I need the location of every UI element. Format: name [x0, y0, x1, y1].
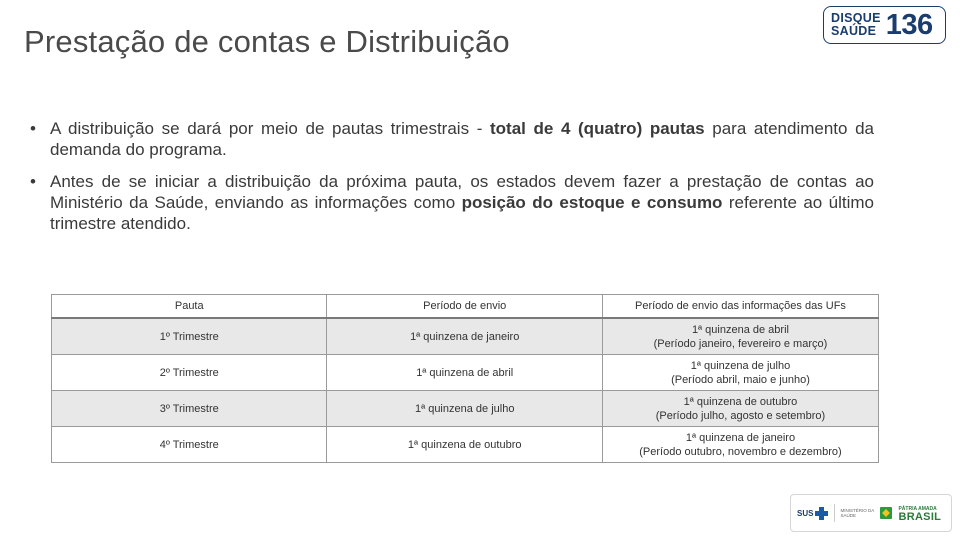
cell-pauta: 3º Trimestre — [52, 391, 327, 427]
sus-logo — [797, 507, 828, 520]
table-header-row — [52, 295, 879, 319]
bullet-text: A distribuição se dará por meio de pautas trimestrais - — [50, 119, 490, 138]
cell-info-line: 1ª quinzena de julho — [690, 359, 791, 372]
page-title: Prestação de contas e Distribuição — [24, 24, 510, 59]
cell-info-period: (Período julho, agosto e setembro) — [655, 409, 826, 422]
brasil-logo — [898, 505, 941, 521]
pautas-table — [51, 294, 879, 463]
brasil-label: BRASIL — [898, 511, 942, 523]
cell-info-line: 1ª quinzena de janeiro — [685, 431, 796, 444]
brazil-flag-icon — [880, 507, 892, 519]
cell-informacoes — [602, 427, 878, 463]
logo-line-saude: SAÚDE — [831, 24, 877, 38]
bullet-marker: • — [30, 119, 36, 138]
health-cross-icon — [815, 507, 828, 520]
table-row — [52, 355, 879, 391]
bullet-text: Antes de se iniciar a distribuição da próxima pauta, os estados devem fazer a prestação de contas ao Ministério da Saúde, enviando as informações como — [50, 172, 874, 212]
cell-informacoes — [602, 355, 878, 391]
bullet-item-distribuicao — [30, 118, 874, 160]
bullet-text: para atendimento da demanda do programa. — [50, 119, 874, 159]
cell-envio: 1ª quinzena de abril — [327, 355, 602, 391]
table-row — [52, 391, 879, 427]
bullet-bold-text: total de 4 (quatro) pautas — [489, 119, 705, 138]
cell-informacoes — [602, 318, 878, 355]
cell-info-line: 1ª quinzena de outubro — [683, 395, 798, 408]
patria-amada-label: PÁTRIA AMADA — [898, 506, 937, 512]
cell-info-period: (Período janeiro, fevereiro e março) — [653, 337, 828, 350]
cell-pauta: 2º Trimestre — [52, 355, 327, 391]
cell-envio: 1ª quinzena de julho — [327, 391, 602, 427]
logo-number: 136 — [885, 8, 933, 41]
bullet-list — [30, 118, 874, 245]
cell-pauta: 4º Trimestre — [52, 427, 327, 463]
cell-envio: 1ª quinzena de janeiro — [327, 318, 602, 355]
cell-info-line: 1ª quinzena de abril — [691, 323, 789, 336]
logo-line-disque: DISQUE — [831, 11, 881, 25]
ministerio-saude-label: MINISTÉRIO DA SAÚDE — [834, 504, 874, 522]
cell-info-period: (Período outubro, novembro e dezembro) — [639, 445, 842, 458]
column-header-periodo-informacoes: Período de envio das informações das UFs — [602, 295, 878, 319]
table-row — [52, 427, 879, 463]
cell-envio: 1ª quinzena de outubro — [327, 427, 602, 463]
bullet-marker: • — [30, 172, 36, 191]
sus-label: SUS — [797, 508, 814, 518]
disque-saude-136-logo — [823, 6, 946, 44]
column-header-periodo-envio: Período de envio — [327, 295, 602, 319]
cell-info-period: (Período abril, maio e junho) — [671, 373, 810, 386]
cell-informacoes — [602, 391, 878, 427]
bullet-item-prestacao — [30, 171, 874, 234]
government-logos — [790, 494, 952, 532]
column-header-pauta: Pauta — [52, 295, 327, 319]
bullet-bold-text: posição do estoque e consumo — [461, 193, 723, 212]
cell-pauta: 1º Trimestre — [52, 318, 327, 355]
table-row — [52, 318, 879, 355]
bullet-text: referente ao último trimestre atendido. — [50, 193, 874, 233]
